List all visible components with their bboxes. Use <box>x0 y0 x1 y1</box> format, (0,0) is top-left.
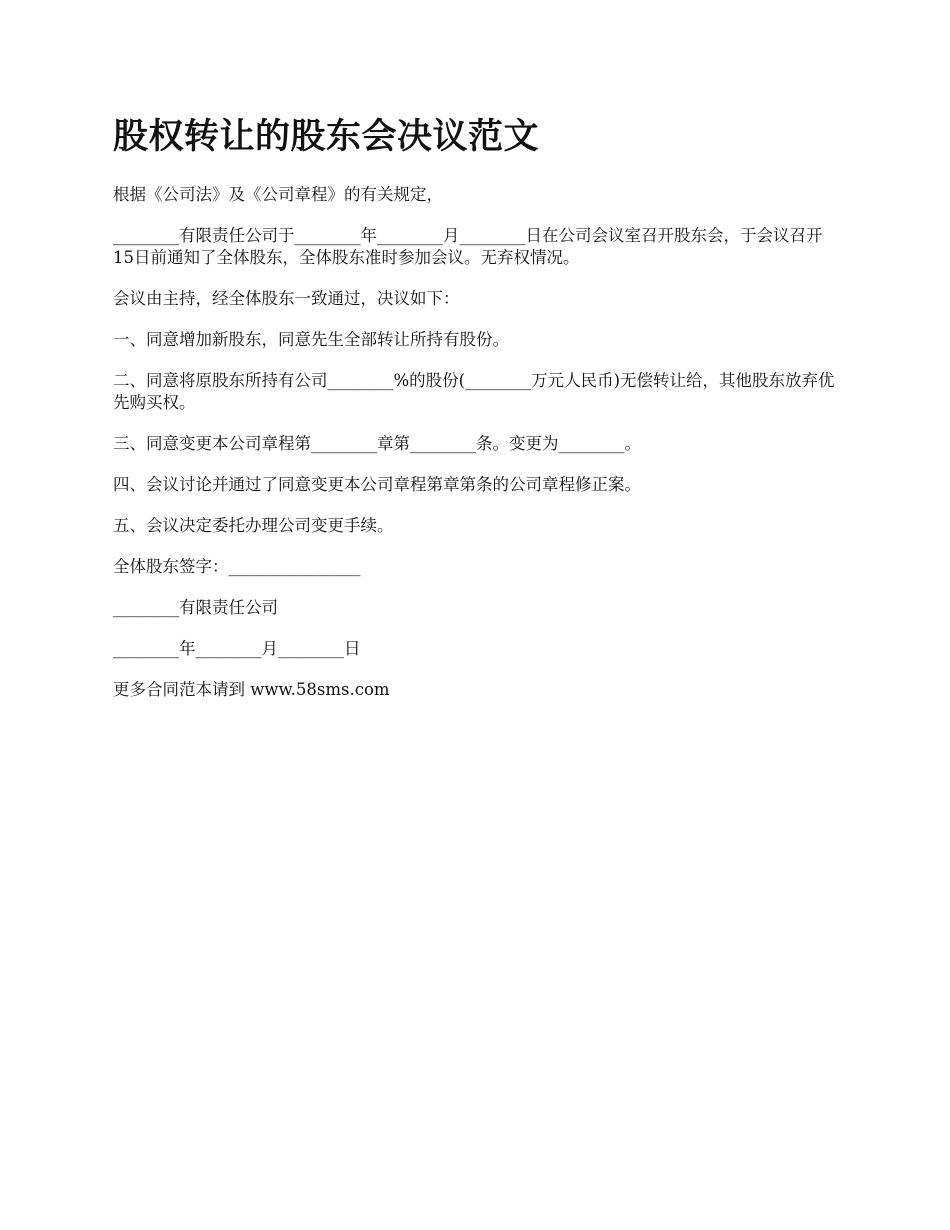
date-line: ________年________月________日 <box>113 639 361 658</box>
paragraph-resolution-intro: 会议由主持，经全体股东一致通过，决议如下： <box>113 289 460 308</box>
document-title: 股权转让的股东会决议范文 <box>113 116 540 157</box>
footer-note: 更多合同范本请到 www.58sms.com <box>113 680 390 699</box>
paragraph-meeting-notice: ________有限责任公司于________年________月________日在公司会议室召开股东会，于会议召开15日前通知了全体股东，全体股东准时参加会议。无弃权情况。 <box>113 226 823 267</box>
resolution-item-3: 三、同意变更本公司章程第________章第________条。变更为________。 <box>113 434 641 453</box>
signature-line: 全体股东签字：________________ <box>113 557 361 576</box>
paragraph-legal-basis: 根据《公司法》及《公司章程》的有关规定， <box>113 185 443 204</box>
company-name-line: ________有限责任公司 <box>113 598 278 617</box>
resolution-item-2: 二、同意将原股东所持有公司________%的股份(________万元人民币)无偿转让给，其他股东放弃优先购买权。 <box>113 371 835 412</box>
document-body <box>113 112 843 720</box>
resolution-item-1: 一、同意增加新股东，同意先生全部转让所持有股份。 <box>113 330 509 349</box>
resolution-item-5: 五、会议决定委托办理公司变更手续。 <box>113 516 394 535</box>
resolution-item-4: 四、会议讨论并通过了同意变更本公司章程第章第条的公司章程修正案。 <box>113 475 641 494</box>
